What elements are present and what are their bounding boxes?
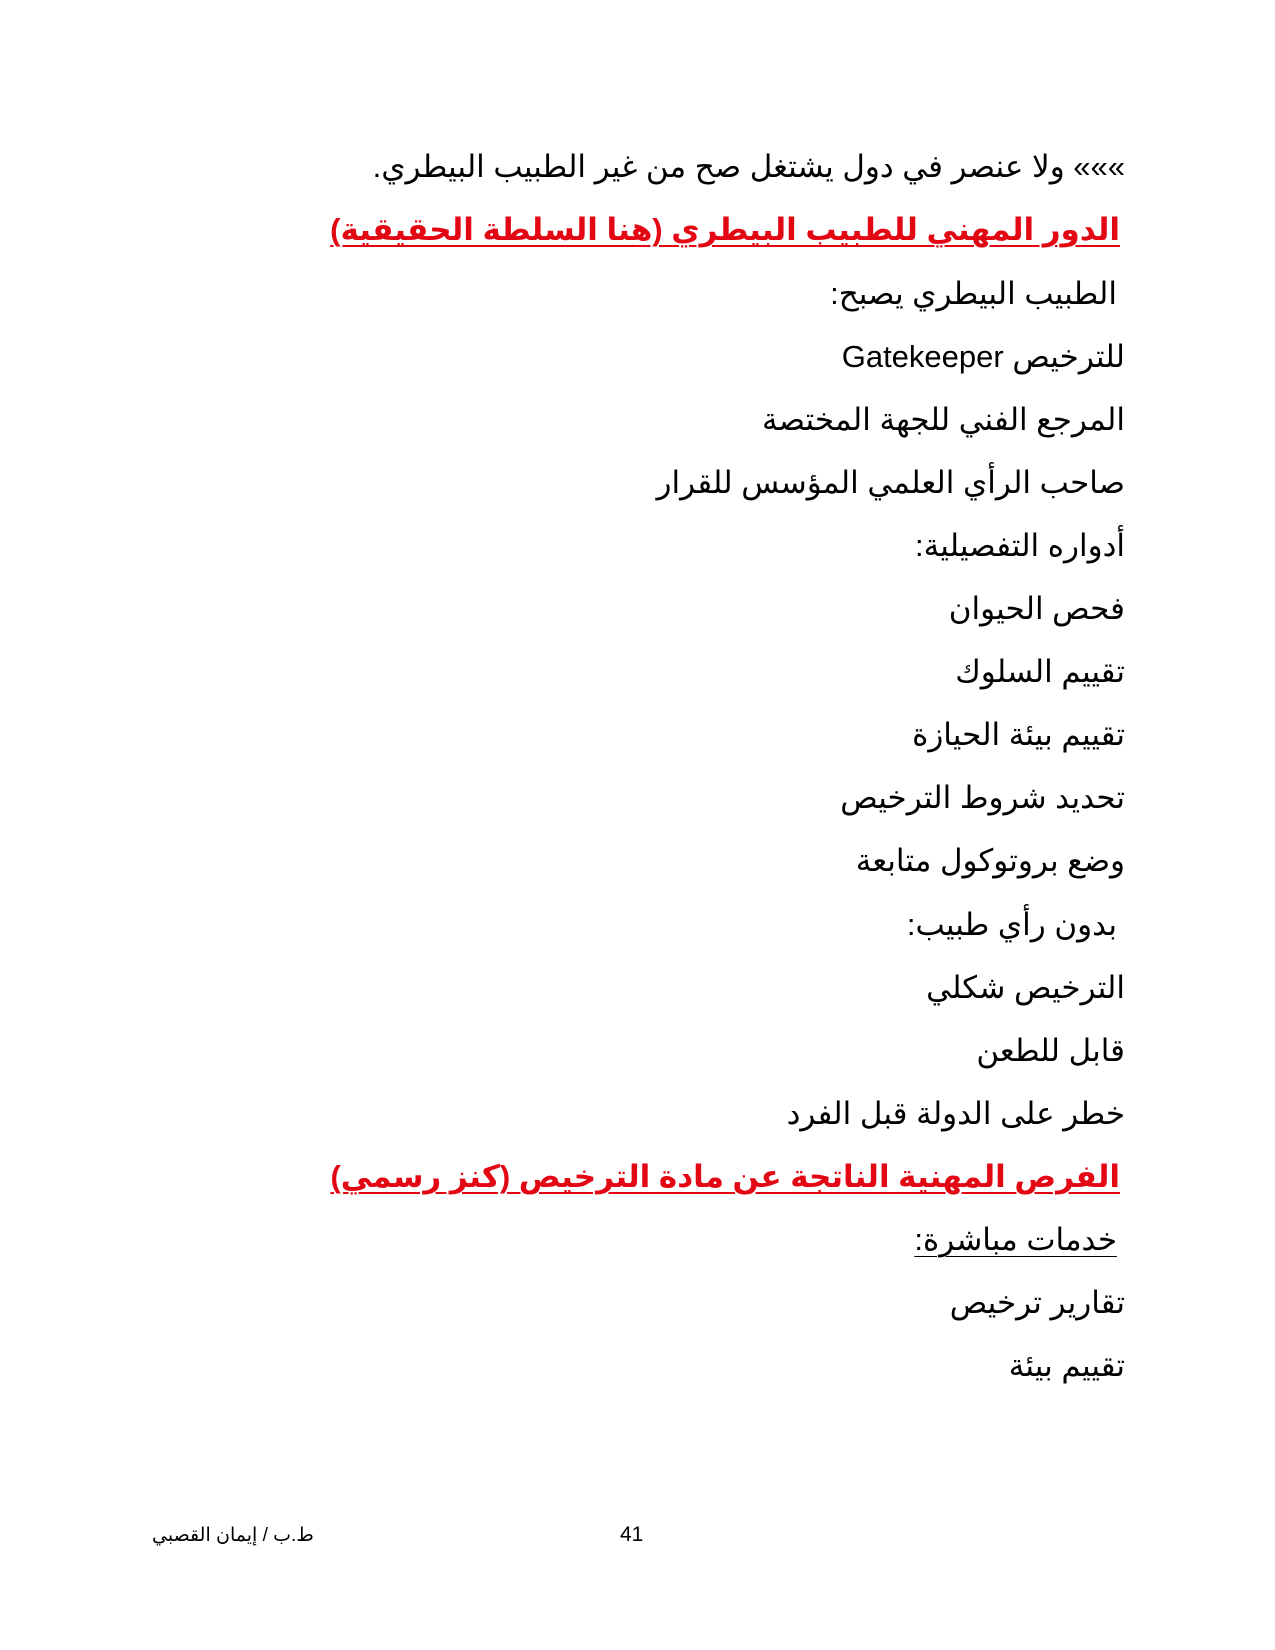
- detailed-roles-label: أدواره التفصيلية:: [914, 528, 1125, 563]
- intro-line: »»» ولا عنصر في دول يشتغل صح من غير الطبيب البيطري.: [372, 149, 1125, 184]
- without-opinion-item: قابل للطعن: [976, 1033, 1125, 1068]
- technical-reference-line: المرجع الفني للجهة المختصة: [762, 402, 1125, 437]
- without-opinion-item: خطر على الدولة قبل الفرد: [786, 1096, 1125, 1131]
- gatekeeper-line: [842, 337, 1125, 377]
- role-item: فحص الحيوان: [948, 591, 1125, 626]
- direct-service-item: تقييم بيئة: [1008, 1348, 1125, 1383]
- role-item: وضع بروتوكول متابعة: [855, 843, 1125, 878]
- without-opinion-item: الترخيص شكلي: [926, 970, 1125, 1005]
- gatekeeper-text: Gatekeeper للترخيص: [841, 339, 1125, 374]
- direct-service-item: تقارير ترخيص: [949, 1285, 1125, 1320]
- without-opinion-label: بدون رأي طبيب:: [906, 907, 1117, 942]
- scientific-opinion-line: صاحب الرأي العلمي المؤسس للقرار: [656, 465, 1125, 500]
- role-item: تحديد شروط الترخيص: [840, 780, 1125, 815]
- role-item: تقييم السلوك: [955, 654, 1125, 689]
- direct-services-label: خدمات مباشرة:: [914, 1222, 1117, 1257]
- role-item: تقييم بيئة الحيازة: [912, 717, 1125, 752]
- section-heading-opportunities: الفرص المهنية الناتجة عن مادة الترخيص (كنز رسمي): [330, 1159, 1120, 1194]
- section-heading-vet-role: الدور المهني للطبيب البيطري (هنا السلطة الحقيقية): [330, 212, 1120, 247]
- footer-author: ط.ب / إيمان القصبي: [152, 1525, 314, 1546]
- page-number: 41: [620, 1523, 644, 1546]
- vet-becomes-label: الطبيب البيطري يصبح:: [830, 276, 1117, 311]
